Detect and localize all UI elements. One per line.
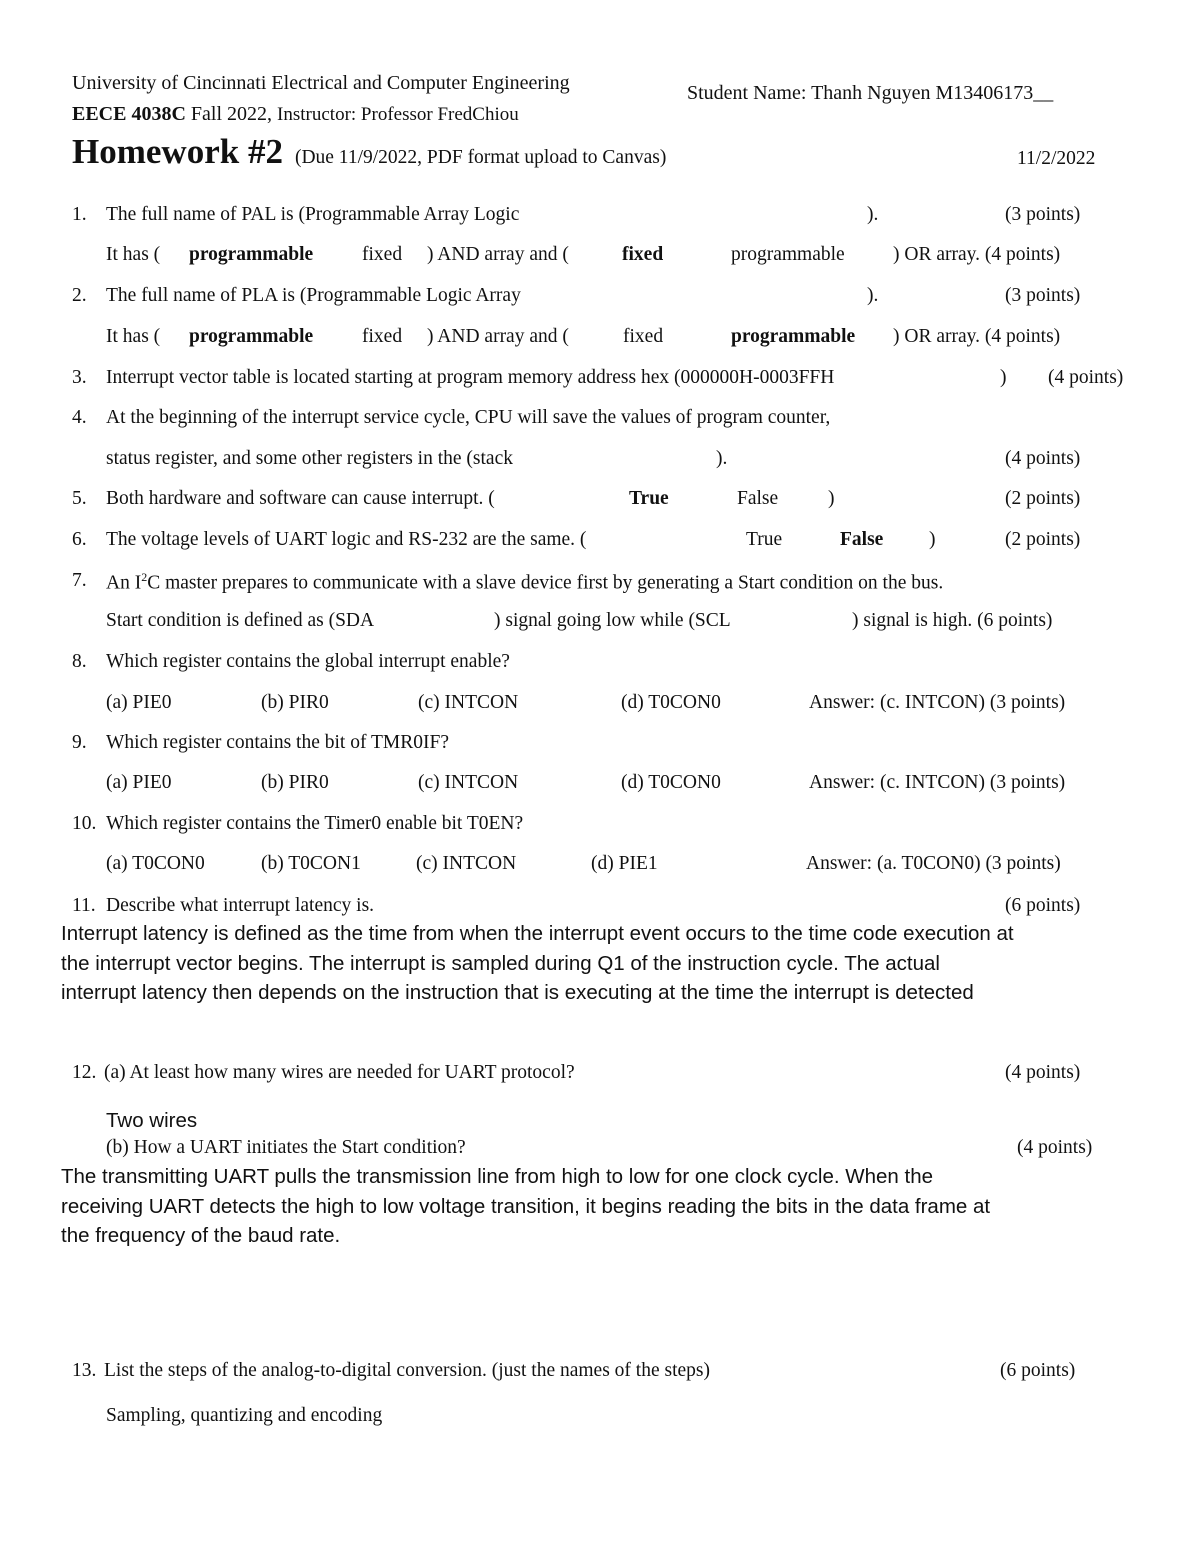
q12-answer-line-3: the frequency of the baud rate.	[61, 1224, 341, 1247]
q6-text: The voltage levels of UART logic and RS-232 are the same. (	[106, 529, 587, 550]
q9-num: 9.	[72, 732, 87, 753]
q1-l2-g: ) OR array. (4 points)	[893, 244, 1061, 265]
q4-close: ).	[716, 448, 728, 469]
q2-l2-g: ) OR array. (4 points)	[893, 326, 1061, 347]
q7-text	[106, 570, 943, 595]
q11-answer-line-1: Interrupt latency is defined as the time from when the interrupt event occurs to the time code execution at	[61, 922, 1014, 945]
course-code: EECE 4038C	[72, 103, 186, 125]
q12-answer-line-2: receiving UART detects the high to low voltage transition, it begins reading the bits in the data frame at	[61, 1195, 991, 1218]
q8-opt-a: (a) PIE0	[106, 692, 172, 713]
q5-text: Both hardware and software can cause interrupt. (	[106, 488, 495, 509]
q10-num: 10.	[72, 813, 97, 834]
course-term: Fall 2022,	[185, 103, 278, 125]
q3-points: (4 points)	[1048, 367, 1124, 388]
q10-answer: Answer: (a. T0CON0) (3 points)	[806, 853, 1061, 874]
q4-num: 4.	[72, 407, 87, 428]
q13-answer: Sampling, quantizing and encoding	[106, 1405, 383, 1426]
q12-answer-line-1: The transmitting UART pulls the transmission line from high to low for one clock cycle. When the	[61, 1165, 934, 1188]
q3-close: )	[1000, 367, 1007, 388]
q7-pre: An I	[106, 572, 142, 594]
student-name: Student Name: Thanh Nguyen M13406173__	[687, 82, 1054, 104]
q5-num: 5.	[72, 488, 87, 509]
q3-num: 3.	[72, 367, 87, 388]
q3-text: Interrupt vector table is located starting at program memory address hex (000000H-0003FFH	[106, 367, 835, 388]
q1-l2-c: fixed	[362, 244, 403, 265]
q13-num: 13.	[72, 1360, 97, 1381]
q7-l2-b: ) signal going low while (SCL	[494, 610, 731, 631]
q5-opt-true: True	[629, 488, 669, 509]
q9-opt-a: (a) PIE0	[106, 772, 172, 793]
q1-num: 1.	[72, 204, 87, 225]
q12-text-b: (b) How a UART initiates the Start condition?	[106, 1137, 466, 1158]
q4-text: At the beginning of the interrupt service cycle, CPU will save the values of program counter,	[106, 407, 831, 428]
q9-opt-c: (c) INTCON	[418, 772, 519, 793]
instructor: Instructor: Professor FredChiou	[277, 104, 519, 125]
q9-answer: Answer: (c. INTCON) (3 points)	[809, 772, 1066, 793]
q7-body: C master prepares to communicate with a slave device first by generating a Start condition on the bus.	[147, 572, 944, 594]
due-note: (Due 11/9/2022, PDF format upload to Canvas)	[294, 147, 667, 168]
q4-l2: status register, and some other registers in the (stack	[106, 448, 513, 469]
q10-opt-c: (c) INTCON	[416, 853, 517, 874]
q6-points: (2 points)	[1005, 529, 1081, 550]
q12-points: (4 points)	[1005, 1062, 1081, 1083]
q1-l2-b: programmable	[189, 244, 314, 265]
q1-text: The full name of PAL is (Programmable Array Logic	[106, 204, 520, 225]
q8-num: 8.	[72, 651, 87, 672]
q12-text: (a) At least how many wires are needed for UART protocol?	[104, 1062, 575, 1083]
q5-opt-false: False	[737, 488, 779, 509]
q11-answer-line-3: interrupt latency then depends on the instruction that is executing at the time the interrupt is detected	[61, 981, 974, 1004]
q1-l2-e: fixed	[622, 244, 664, 265]
q7-sup: 2	[141, 570, 148, 584]
q6-close: )	[929, 529, 936, 550]
q10-opt-a: (a) T0CON0	[106, 853, 205, 874]
date: 11/2/2022	[1017, 148, 1096, 169]
q6-opt-false: False	[840, 529, 884, 550]
q12-answer-a: Two wires	[106, 1109, 198, 1132]
q10-opt-d: (d) PIE1	[591, 853, 658, 874]
page-title: Homework #2	[72, 132, 283, 171]
q9-opt-d: (d) T0CON0	[621, 772, 721, 793]
q2-num: 2.	[72, 285, 87, 306]
q8-opt-b: (b) PIR0	[261, 692, 329, 713]
q10-opt-b: (b) T0CON1	[261, 853, 361, 874]
q2-l2-b: programmable	[189, 326, 314, 347]
q1-points: (3 points)	[1005, 204, 1081, 225]
course-line	[72, 103, 519, 126]
q6-opt-true: True	[746, 529, 783, 550]
q1-close: ).	[867, 204, 879, 225]
q9-opt-b: (b) PIR0	[261, 772, 329, 793]
q5-points: (2 points)	[1005, 488, 1081, 509]
university-line: University of Cincinnati Electrical and Computer Engineering	[72, 72, 570, 94]
q9-text: Which register contains the bit of TMR0IF?	[106, 732, 449, 753]
q8-answer: Answer: (c. INTCON) (3 points)	[809, 692, 1066, 713]
q13-text: List the steps of the analog-to-digital conversion. (just the names of the steps)	[104, 1360, 710, 1381]
q10-text: Which register contains the Timer0 enable bit T0EN?	[106, 813, 524, 834]
q2-l2-d: ) AND array and (	[427, 326, 569, 347]
q2-close: ).	[867, 285, 879, 306]
q11-points: (6 points)	[1005, 895, 1081, 916]
q2-l2-a: It has (	[106, 326, 161, 347]
q4-points: (4 points)	[1005, 448, 1081, 469]
q6-num: 6.	[72, 529, 87, 550]
q11-answer-line-2: the interrupt vector begins. The interrupt is sampled during Q1 of the instruction cycle. The actual	[61, 952, 940, 975]
q1-l2-f: programmable	[731, 244, 845, 265]
q11-text: Describe what interrupt latency is.	[106, 895, 375, 916]
q8-text: Which register contains the global interrupt enable?	[106, 651, 510, 672]
q12-num: 12.	[72, 1062, 97, 1083]
q8-opt-c: (c) INTCON	[418, 692, 519, 713]
q2-l2-c: fixed	[362, 326, 403, 347]
q13-points: (6 points)	[1000, 1360, 1076, 1381]
q11-num: 11.	[72, 895, 96, 916]
q2-l2-f: programmable	[731, 326, 856, 347]
q7-num: 7.	[72, 570, 87, 591]
q1-l2-d: ) AND array and (	[427, 244, 569, 265]
q12-points-b: (4 points)	[1017, 1137, 1093, 1158]
q7-l2-c: ) signal is high. (6 points)	[852, 610, 1053, 631]
title-line	[72, 132, 666, 172]
q7-l2-a: Start condition is defined as (SDA	[106, 610, 375, 631]
q2-points: (3 points)	[1005, 285, 1081, 306]
q2-text: The full name of PLA is (Programmable Logic Array	[106, 285, 521, 306]
q2-l2-e: fixed	[623, 326, 664, 347]
q8-opt-d: (d) T0CON0	[621, 692, 721, 713]
q1-l2-a: It has (	[106, 244, 161, 265]
q5-close: )	[828, 488, 835, 509]
